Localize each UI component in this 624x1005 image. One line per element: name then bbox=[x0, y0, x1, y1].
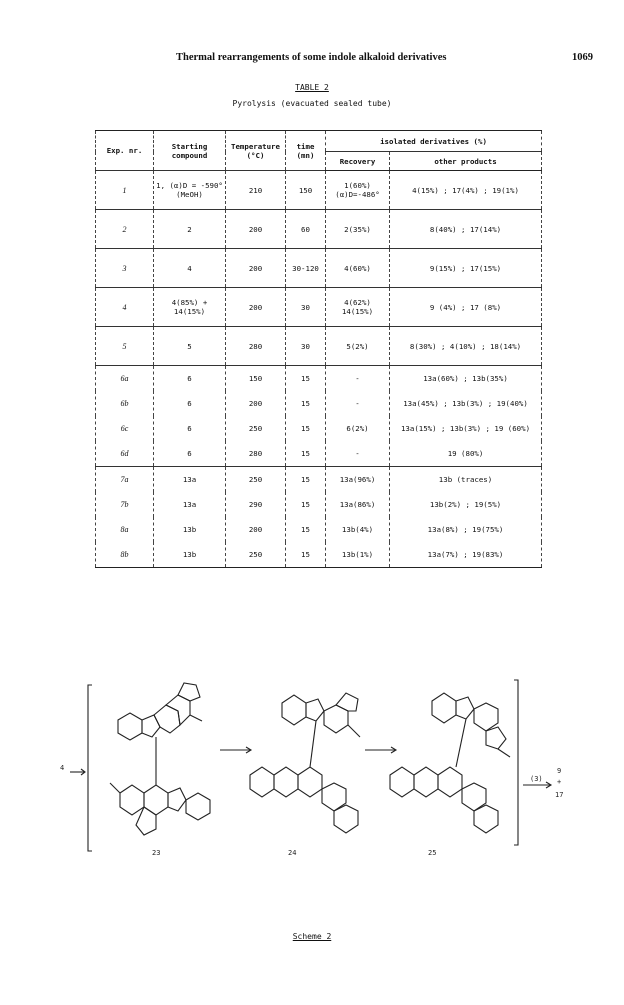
label-start: 4 bbox=[60, 764, 65, 772]
cell-other: 13a(15%) ; 13b(3%) ; 19 (60%) bbox=[390, 416, 542, 441]
running-header bbox=[0, 52, 624, 68]
cell-starting: 13a bbox=[154, 467, 226, 493]
cell-temp: 200 bbox=[226, 517, 286, 542]
table-row bbox=[96, 171, 542, 210]
col-recovery: Recovery bbox=[326, 152, 390, 171]
cell-time: 15 bbox=[286, 467, 326, 493]
cell-other: 8(40%) ; 17(14%) bbox=[390, 210, 542, 249]
cell-starting: 4 bbox=[154, 249, 226, 288]
col-isolated: isolated derivatives (%) bbox=[326, 131, 542, 152]
page-number: 1069 bbox=[572, 52, 593, 63]
cell-recovery: 2(35%) bbox=[326, 210, 390, 249]
table-row bbox=[96, 542, 542, 568]
cell-temp: 280 bbox=[226, 327, 286, 366]
cell-other: 13a(8%) ; 19(75%) bbox=[390, 517, 542, 542]
label-step: (3) bbox=[530, 775, 543, 783]
structure-24 bbox=[250, 693, 360, 833]
cell-recovery: - bbox=[326, 441, 390, 467]
cell-recovery: 4(60%) bbox=[326, 249, 390, 288]
cell-exp: 2 bbox=[96, 210, 154, 249]
reaction-scheme bbox=[60, 675, 570, 860]
cell-recovery: 13b(4%) bbox=[326, 517, 390, 542]
cell-time: 15 bbox=[286, 366, 326, 392]
cell-exp: 7b bbox=[96, 492, 154, 517]
table-row bbox=[96, 327, 542, 366]
cell-starting: 6 bbox=[154, 416, 226, 441]
cell-other: 4(15%) ; 17(4%) ; 19(1%) bbox=[390, 171, 542, 210]
cell-time: 15 bbox=[286, 416, 326, 441]
cell-starting: 13a bbox=[154, 492, 226, 517]
cell-other: 13a(45%) ; 13b(3%) ; 19(40%) bbox=[390, 391, 542, 416]
cell-other: 9 (4%) ; 17 (8%) bbox=[390, 288, 542, 327]
cell-recovery: 13a(96%) bbox=[326, 467, 390, 493]
col-time: time (mn) bbox=[286, 131, 326, 171]
bracket-right bbox=[514, 680, 518, 845]
bracket-left bbox=[88, 685, 92, 851]
label-23: 23 bbox=[152, 849, 161, 857]
header-row bbox=[96, 131, 542, 152]
cell-other: 13b (traces) bbox=[390, 467, 542, 493]
cell-exp: 6a bbox=[96, 366, 154, 392]
table-row bbox=[96, 492, 542, 517]
cell-exp: 8a bbox=[96, 517, 154, 542]
cell-time: 60 bbox=[286, 210, 326, 249]
cell-recovery: 13b(1%) bbox=[326, 542, 390, 568]
table-row bbox=[96, 517, 542, 542]
cell-exp: 6b bbox=[96, 391, 154, 416]
cell-recovery: 1(60%) (α)D=-486° bbox=[326, 171, 390, 210]
cell-recovery: 6(2%) bbox=[326, 416, 390, 441]
scheme-caption: Scheme 2 bbox=[292, 932, 332, 941]
table-caption: TABLE 2 bbox=[295, 83, 329, 92]
cell-other: 13b(2%) ; 19(5%) bbox=[390, 492, 542, 517]
cell-temp: 250 bbox=[226, 467, 286, 493]
cell-time: 150 bbox=[286, 171, 326, 210]
cell-recovery: 4(62%) 14(15%) bbox=[326, 288, 390, 327]
running-title: Thermal rearrangements of some indole alkaloid derivatives bbox=[176, 52, 447, 63]
label-24: 24 bbox=[288, 849, 297, 857]
results-table bbox=[95, 130, 542, 568]
cell-time: 15 bbox=[286, 542, 326, 568]
cell-starting: 6 bbox=[154, 366, 226, 392]
cell-exp: 6d bbox=[96, 441, 154, 467]
table-row bbox=[96, 391, 542, 416]
cell-starting: 2 bbox=[154, 210, 226, 249]
cell-exp: 8b bbox=[96, 542, 154, 568]
pyrolysis-table bbox=[95, 130, 541, 608]
cell-time: 15 bbox=[286, 492, 326, 517]
table-body bbox=[96, 171, 542, 568]
cell-temp: 200 bbox=[226, 249, 286, 288]
cell-other: 9(15%) ; 17(15%) bbox=[390, 249, 542, 288]
cell-exp: 7a bbox=[96, 467, 154, 493]
cell-time: 30 bbox=[286, 327, 326, 366]
cell-time: 30-120 bbox=[286, 249, 326, 288]
cell-starting: 1, (α)D = -590° (MeOH) bbox=[154, 171, 226, 210]
cell-temp: 250 bbox=[226, 542, 286, 568]
label-product-17: 17 bbox=[555, 791, 564, 799]
table-row bbox=[96, 288, 542, 327]
cell-temp: 280 bbox=[226, 441, 286, 467]
cell-time: 30 bbox=[286, 288, 326, 327]
cell-starting: 6 bbox=[154, 391, 226, 416]
cell-temp: 290 bbox=[226, 492, 286, 517]
cell-recovery: - bbox=[326, 391, 390, 416]
cell-time: 15 bbox=[286, 441, 326, 467]
col-starting: Starting compound bbox=[154, 131, 226, 171]
table-row bbox=[96, 416, 542, 441]
table-row bbox=[96, 366, 542, 392]
cell-starting: 5 bbox=[154, 327, 226, 366]
cell-temp: 210 bbox=[226, 171, 286, 210]
cell-exp: 5 bbox=[96, 327, 154, 366]
cell-exp: 3 bbox=[96, 249, 154, 288]
label-25: 25 bbox=[428, 849, 437, 857]
cell-time: 15 bbox=[286, 391, 326, 416]
cell-other: 19 (80%) bbox=[390, 441, 542, 467]
cell-temp: 150 bbox=[226, 366, 286, 392]
cell-temp: 200 bbox=[226, 288, 286, 327]
table-row bbox=[96, 210, 542, 249]
label-product-9: 9 bbox=[557, 767, 562, 775]
cell-other: 13a(60%) ; 13b(35%) bbox=[390, 366, 542, 392]
cell-exp: 4 bbox=[96, 288, 154, 327]
cell-recovery: 13a(86%) bbox=[326, 492, 390, 517]
cell-starting: 13b bbox=[154, 517, 226, 542]
cell-starting: 13b bbox=[154, 542, 226, 568]
cell-exp: 1 bbox=[96, 171, 154, 210]
table-row bbox=[96, 249, 542, 288]
cell-temp: 200 bbox=[226, 210, 286, 249]
cell-other: 8(30%) ; 4(10%) ; 18(14%) bbox=[390, 327, 542, 366]
cell-exp: 6c bbox=[96, 416, 154, 441]
table-row bbox=[96, 441, 542, 467]
col-exp: Exp. nr. bbox=[96, 131, 154, 171]
cell-recovery: - bbox=[326, 366, 390, 392]
cell-starting: 4(85%) + 14(15%) bbox=[154, 288, 226, 327]
structure-25 bbox=[390, 693, 510, 833]
table-subcaption: Pyrolysis (evacuated sealed tube) bbox=[232, 99, 392, 108]
cell-time: 15 bbox=[286, 517, 326, 542]
cell-temp: 250 bbox=[226, 416, 286, 441]
label-plus: + bbox=[557, 778, 562, 786]
col-other: other products bbox=[390, 152, 542, 171]
col-temperature: Temperature (°C) bbox=[226, 131, 286, 171]
cell-other: 13a(7%) ; 19(83%) bbox=[390, 542, 542, 568]
cell-recovery: 5(2%) bbox=[326, 327, 390, 366]
table-row bbox=[96, 467, 542, 493]
structure-23 bbox=[110, 683, 210, 835]
cell-temp: 200 bbox=[226, 391, 286, 416]
cell-starting: 6 bbox=[154, 441, 226, 467]
